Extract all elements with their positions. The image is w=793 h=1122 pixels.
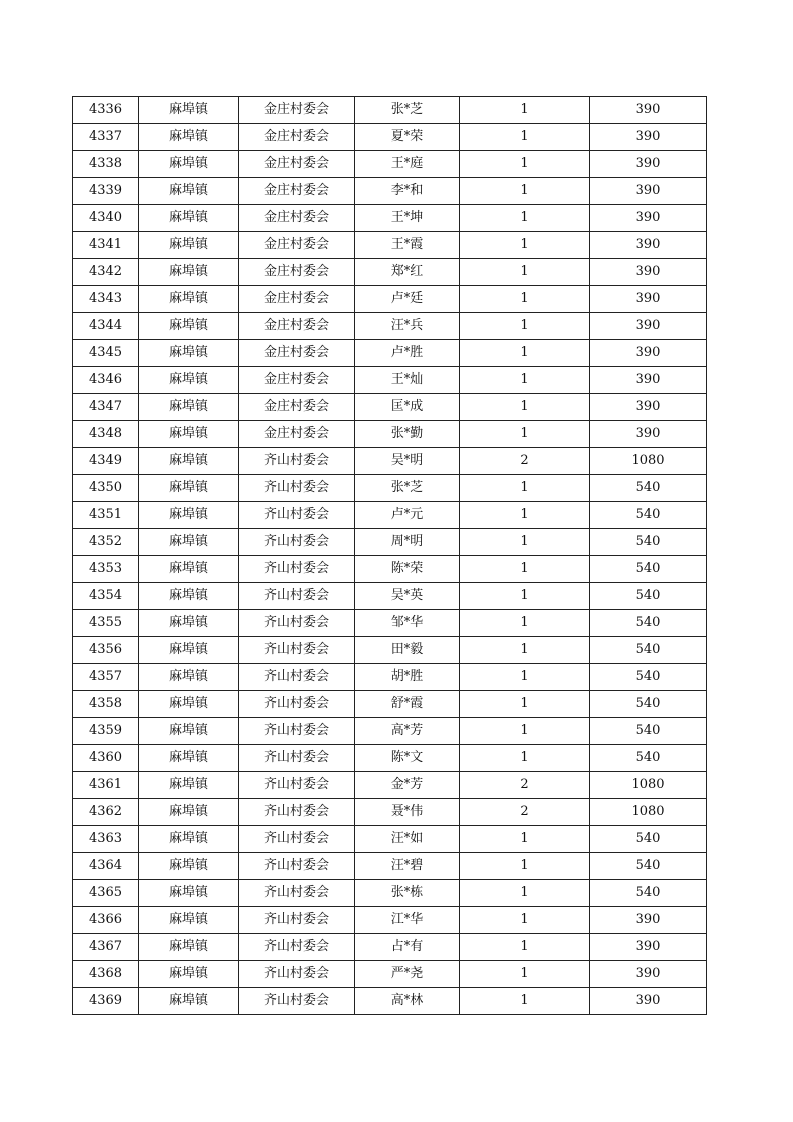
town-cell: 麻埠镇 xyxy=(139,421,239,448)
amount-cell: 390 xyxy=(590,340,707,367)
name-cell: 王*庭 xyxy=(355,151,460,178)
table-row xyxy=(73,718,707,745)
name-cell: 张*勤 xyxy=(355,421,460,448)
count-cell: 1 xyxy=(460,232,590,259)
data-table xyxy=(72,96,707,1015)
amount-cell: 390 xyxy=(590,421,707,448)
table-row xyxy=(73,259,707,286)
town-cell: 麻埠镇 xyxy=(139,934,239,961)
serial-number-cell: 4353 xyxy=(73,556,139,583)
amount-cell: 390 xyxy=(590,907,707,934)
count-cell: 1 xyxy=(460,664,590,691)
name-cell: 王*灿 xyxy=(355,367,460,394)
amount-cell: 390 xyxy=(590,259,707,286)
serial-number-cell: 4360 xyxy=(73,745,139,772)
table-row xyxy=(73,745,707,772)
table-row xyxy=(73,421,707,448)
amount-cell: 540 xyxy=(590,529,707,556)
amount-cell: 540 xyxy=(590,556,707,583)
village-committee-cell: 齐山村委会 xyxy=(239,772,355,799)
serial-number-cell: 4347 xyxy=(73,394,139,421)
village-committee-cell: 金庄村委会 xyxy=(239,286,355,313)
table-row xyxy=(73,610,707,637)
serial-number-cell: 4352 xyxy=(73,529,139,556)
amount-cell: 390 xyxy=(590,367,707,394)
village-committee-cell: 齐山村委会 xyxy=(239,853,355,880)
table-row xyxy=(73,961,707,988)
table-row xyxy=(73,880,707,907)
serial-number-cell: 4367 xyxy=(73,934,139,961)
count-cell: 1 xyxy=(460,718,590,745)
amount-cell: 1080 xyxy=(590,799,707,826)
village-committee-cell: 齐山村委会 xyxy=(239,448,355,475)
town-cell: 麻埠镇 xyxy=(139,232,239,259)
town-cell: 麻埠镇 xyxy=(139,664,239,691)
serial-number-cell: 4356 xyxy=(73,637,139,664)
count-cell: 1 xyxy=(460,961,590,988)
name-cell: 田*毅 xyxy=(355,637,460,664)
table-row xyxy=(73,772,707,799)
table-row xyxy=(73,664,707,691)
amount-cell: 390 xyxy=(590,151,707,178)
town-cell: 麻埠镇 xyxy=(139,124,239,151)
table-row xyxy=(73,178,707,205)
table-row xyxy=(73,691,707,718)
count-cell: 1 xyxy=(460,286,590,313)
count-cell: 1 xyxy=(460,934,590,961)
town-cell: 麻埠镇 xyxy=(139,583,239,610)
count-cell: 1 xyxy=(460,313,590,340)
amount-cell: 540 xyxy=(590,502,707,529)
count-cell: 1 xyxy=(460,394,590,421)
name-cell: 高*林 xyxy=(355,988,460,1015)
village-committee-cell: 齐山村委会 xyxy=(239,718,355,745)
village-committee-cell: 金庄村委会 xyxy=(239,259,355,286)
town-cell: 麻埠镇 xyxy=(139,205,239,232)
count-cell: 1 xyxy=(460,124,590,151)
count-cell: 2 xyxy=(460,772,590,799)
serial-number-cell: 4346 xyxy=(73,367,139,394)
town-cell: 麻埠镇 xyxy=(139,853,239,880)
count-cell: 1 xyxy=(460,691,590,718)
count-cell: 1 xyxy=(460,637,590,664)
amount-cell: 540 xyxy=(590,610,707,637)
count-cell: 1 xyxy=(460,205,590,232)
count-cell: 2 xyxy=(460,448,590,475)
town-cell: 麻埠镇 xyxy=(139,556,239,583)
amount-cell: 540 xyxy=(590,745,707,772)
amount-cell: 390 xyxy=(590,232,707,259)
amount-cell: 390 xyxy=(590,286,707,313)
name-cell: 邹*华 xyxy=(355,610,460,637)
amount-cell: 540 xyxy=(590,475,707,502)
count-cell: 1 xyxy=(460,475,590,502)
name-cell: 陈*文 xyxy=(355,745,460,772)
serial-number-cell: 4366 xyxy=(73,907,139,934)
table-row xyxy=(73,907,707,934)
count-cell: 1 xyxy=(460,367,590,394)
village-committee-cell: 金庄村委会 xyxy=(239,205,355,232)
name-cell: 金*芳 xyxy=(355,772,460,799)
count-cell: 1 xyxy=(460,907,590,934)
amount-cell: 390 xyxy=(590,313,707,340)
town-cell: 麻埠镇 xyxy=(139,259,239,286)
amount-cell: 390 xyxy=(590,988,707,1015)
town-cell: 麻埠镇 xyxy=(139,151,239,178)
name-cell: 胡*胜 xyxy=(355,664,460,691)
serial-number-cell: 4359 xyxy=(73,718,139,745)
name-cell: 郑*红 xyxy=(355,259,460,286)
serial-number-cell: 4338 xyxy=(73,151,139,178)
village-committee-cell: 齐山村委会 xyxy=(239,556,355,583)
table-row xyxy=(73,988,707,1015)
village-committee-cell: 齐山村委会 xyxy=(239,529,355,556)
count-cell: 1 xyxy=(460,340,590,367)
name-cell: 江*华 xyxy=(355,907,460,934)
count-cell: 1 xyxy=(460,259,590,286)
village-committee-cell: 齐山村委会 xyxy=(239,637,355,664)
village-committee-cell: 金庄村委会 xyxy=(239,151,355,178)
village-committee-cell: 金庄村委会 xyxy=(239,367,355,394)
town-cell: 麻埠镇 xyxy=(139,313,239,340)
serial-number-cell: 4363 xyxy=(73,826,139,853)
count-cell: 1 xyxy=(460,745,590,772)
table-row xyxy=(73,556,707,583)
amount-cell: 390 xyxy=(590,97,707,124)
serial-number-cell: 4339 xyxy=(73,178,139,205)
table-row xyxy=(73,799,707,826)
town-cell: 麻埠镇 xyxy=(139,367,239,394)
town-cell: 麻埠镇 xyxy=(139,178,239,205)
town-cell: 麻埠镇 xyxy=(139,340,239,367)
name-cell: 陈*荣 xyxy=(355,556,460,583)
serial-number-cell: 4358 xyxy=(73,691,139,718)
name-cell: 吴*明 xyxy=(355,448,460,475)
table-row xyxy=(73,502,707,529)
serial-number-cell: 4336 xyxy=(73,97,139,124)
name-cell: 王*坤 xyxy=(355,205,460,232)
name-cell: 卢*胜 xyxy=(355,340,460,367)
village-committee-cell: 齐山村委会 xyxy=(239,988,355,1015)
village-committee-cell: 金庄村委会 xyxy=(239,97,355,124)
village-committee-cell: 齐山村委会 xyxy=(239,583,355,610)
amount-cell: 390 xyxy=(590,205,707,232)
serial-number-cell: 4364 xyxy=(73,853,139,880)
town-cell: 麻埠镇 xyxy=(139,718,239,745)
count-cell: 1 xyxy=(460,853,590,880)
name-cell: 张*芝 xyxy=(355,97,460,124)
name-cell: 汪*如 xyxy=(355,826,460,853)
name-cell: 王*霞 xyxy=(355,232,460,259)
count-cell: 1 xyxy=(460,151,590,178)
table-row xyxy=(73,340,707,367)
name-cell: 舒*霞 xyxy=(355,691,460,718)
amount-cell: 540 xyxy=(590,691,707,718)
name-cell: 卢*廷 xyxy=(355,286,460,313)
amount-cell: 1080 xyxy=(590,448,707,475)
count-cell: 2 xyxy=(460,799,590,826)
name-cell: 张*芝 xyxy=(355,475,460,502)
amount-cell: 540 xyxy=(590,853,707,880)
table-row xyxy=(73,448,707,475)
table-row xyxy=(73,475,707,502)
town-cell: 麻埠镇 xyxy=(139,907,239,934)
amount-cell: 390 xyxy=(590,961,707,988)
village-committee-cell: 齐山村委会 xyxy=(239,664,355,691)
town-cell: 麻埠镇 xyxy=(139,988,239,1015)
table-row xyxy=(73,205,707,232)
count-cell: 1 xyxy=(460,97,590,124)
serial-number-cell: 4340 xyxy=(73,205,139,232)
count-cell: 1 xyxy=(460,826,590,853)
count-cell: 1 xyxy=(460,178,590,205)
table-row xyxy=(73,97,707,124)
table-row xyxy=(73,367,707,394)
amount-cell: 540 xyxy=(590,826,707,853)
table-row xyxy=(73,286,707,313)
amount-cell: 540 xyxy=(590,664,707,691)
town-cell: 麻埠镇 xyxy=(139,448,239,475)
name-cell: 匡*成 xyxy=(355,394,460,421)
town-cell: 麻埠镇 xyxy=(139,502,239,529)
serial-number-cell: 4369 xyxy=(73,988,139,1015)
name-cell: 夏*荣 xyxy=(355,124,460,151)
village-committee-cell: 齐山村委会 xyxy=(239,691,355,718)
table-row xyxy=(73,934,707,961)
table-row xyxy=(73,313,707,340)
table-row xyxy=(73,637,707,664)
name-cell: 占*有 xyxy=(355,934,460,961)
table-row xyxy=(73,124,707,151)
name-cell: 高*芳 xyxy=(355,718,460,745)
serial-number-cell: 4342 xyxy=(73,259,139,286)
count-cell: 1 xyxy=(460,610,590,637)
serial-number-cell: 4341 xyxy=(73,232,139,259)
serial-number-cell: 4362 xyxy=(73,799,139,826)
table-row xyxy=(73,583,707,610)
village-committee-cell: 齐山村委会 xyxy=(239,502,355,529)
amount-cell: 540 xyxy=(590,637,707,664)
table-row xyxy=(73,529,707,556)
town-cell: 麻埠镇 xyxy=(139,799,239,826)
serial-number-cell: 4337 xyxy=(73,124,139,151)
amount-cell: 390 xyxy=(590,934,707,961)
serial-number-cell: 4345 xyxy=(73,340,139,367)
name-cell: 聂*伟 xyxy=(355,799,460,826)
town-cell: 麻埠镇 xyxy=(139,475,239,502)
name-cell: 李*和 xyxy=(355,178,460,205)
amount-cell: 540 xyxy=(590,718,707,745)
serial-number-cell: 4357 xyxy=(73,664,139,691)
count-cell: 1 xyxy=(460,502,590,529)
amount-cell: 390 xyxy=(590,124,707,151)
town-cell: 麻埠镇 xyxy=(139,637,239,664)
town-cell: 麻埠镇 xyxy=(139,286,239,313)
serial-number-cell: 4351 xyxy=(73,502,139,529)
count-cell: 1 xyxy=(460,421,590,448)
table-row xyxy=(73,151,707,178)
village-committee-cell: 齐山村委会 xyxy=(239,907,355,934)
village-committee-cell: 金庄村委会 xyxy=(239,178,355,205)
name-cell: 汪*兵 xyxy=(355,313,460,340)
name-cell: 严*尧 xyxy=(355,961,460,988)
town-cell: 麻埠镇 xyxy=(139,610,239,637)
village-committee-cell: 齐山村委会 xyxy=(239,934,355,961)
village-committee-cell: 金庄村委会 xyxy=(239,340,355,367)
village-committee-cell: 金庄村委会 xyxy=(239,313,355,340)
name-cell: 汪*碧 xyxy=(355,853,460,880)
town-cell: 麻埠镇 xyxy=(139,880,239,907)
serial-number-cell: 4365 xyxy=(73,880,139,907)
town-cell: 麻埠镇 xyxy=(139,529,239,556)
town-cell: 麻埠镇 xyxy=(139,394,239,421)
village-committee-cell: 金庄村委会 xyxy=(239,124,355,151)
name-cell: 吴*英 xyxy=(355,583,460,610)
village-committee-cell: 齐山村委会 xyxy=(239,880,355,907)
serial-number-cell: 4361 xyxy=(73,772,139,799)
village-committee-cell: 金庄村委会 xyxy=(239,394,355,421)
amount-cell: 1080 xyxy=(590,772,707,799)
village-committee-cell: 齐山村委会 xyxy=(239,826,355,853)
amount-cell: 540 xyxy=(590,583,707,610)
serial-number-cell: 4344 xyxy=(73,313,139,340)
town-cell: 麻埠镇 xyxy=(139,97,239,124)
town-cell: 麻埠镇 xyxy=(139,745,239,772)
serial-number-cell: 4368 xyxy=(73,961,139,988)
name-cell: 卢*元 xyxy=(355,502,460,529)
serial-number-cell: 4350 xyxy=(73,475,139,502)
serial-number-cell: 4349 xyxy=(73,448,139,475)
village-committee-cell: 齐山村委会 xyxy=(239,961,355,988)
table-row xyxy=(73,826,707,853)
count-cell: 1 xyxy=(460,988,590,1015)
serial-number-cell: 4355 xyxy=(73,610,139,637)
town-cell: 麻埠镇 xyxy=(139,691,239,718)
town-cell: 麻埠镇 xyxy=(139,826,239,853)
name-cell: 张*栋 xyxy=(355,880,460,907)
count-cell: 1 xyxy=(460,880,590,907)
town-cell: 麻埠镇 xyxy=(139,961,239,988)
serial-number-cell: 4354 xyxy=(73,583,139,610)
serial-number-cell: 4343 xyxy=(73,286,139,313)
village-committee-cell: 齐山村委会 xyxy=(239,799,355,826)
village-committee-cell: 金庄村委会 xyxy=(239,232,355,259)
village-committee-cell: 齐山村委会 xyxy=(239,745,355,772)
table-body xyxy=(73,97,707,1015)
village-committee-cell: 齐山村委会 xyxy=(239,475,355,502)
count-cell: 1 xyxy=(460,556,590,583)
count-cell: 1 xyxy=(460,583,590,610)
name-cell: 周*明 xyxy=(355,529,460,556)
amount-cell: 390 xyxy=(590,178,707,205)
table-row xyxy=(73,232,707,259)
table-row xyxy=(73,394,707,421)
amount-cell: 540 xyxy=(590,880,707,907)
count-cell: 1 xyxy=(460,529,590,556)
town-cell: 麻埠镇 xyxy=(139,772,239,799)
village-committee-cell: 齐山村委会 xyxy=(239,610,355,637)
amount-cell: 390 xyxy=(590,394,707,421)
village-committee-cell: 金庄村委会 xyxy=(239,421,355,448)
serial-number-cell: 4348 xyxy=(73,421,139,448)
table-row xyxy=(73,853,707,880)
